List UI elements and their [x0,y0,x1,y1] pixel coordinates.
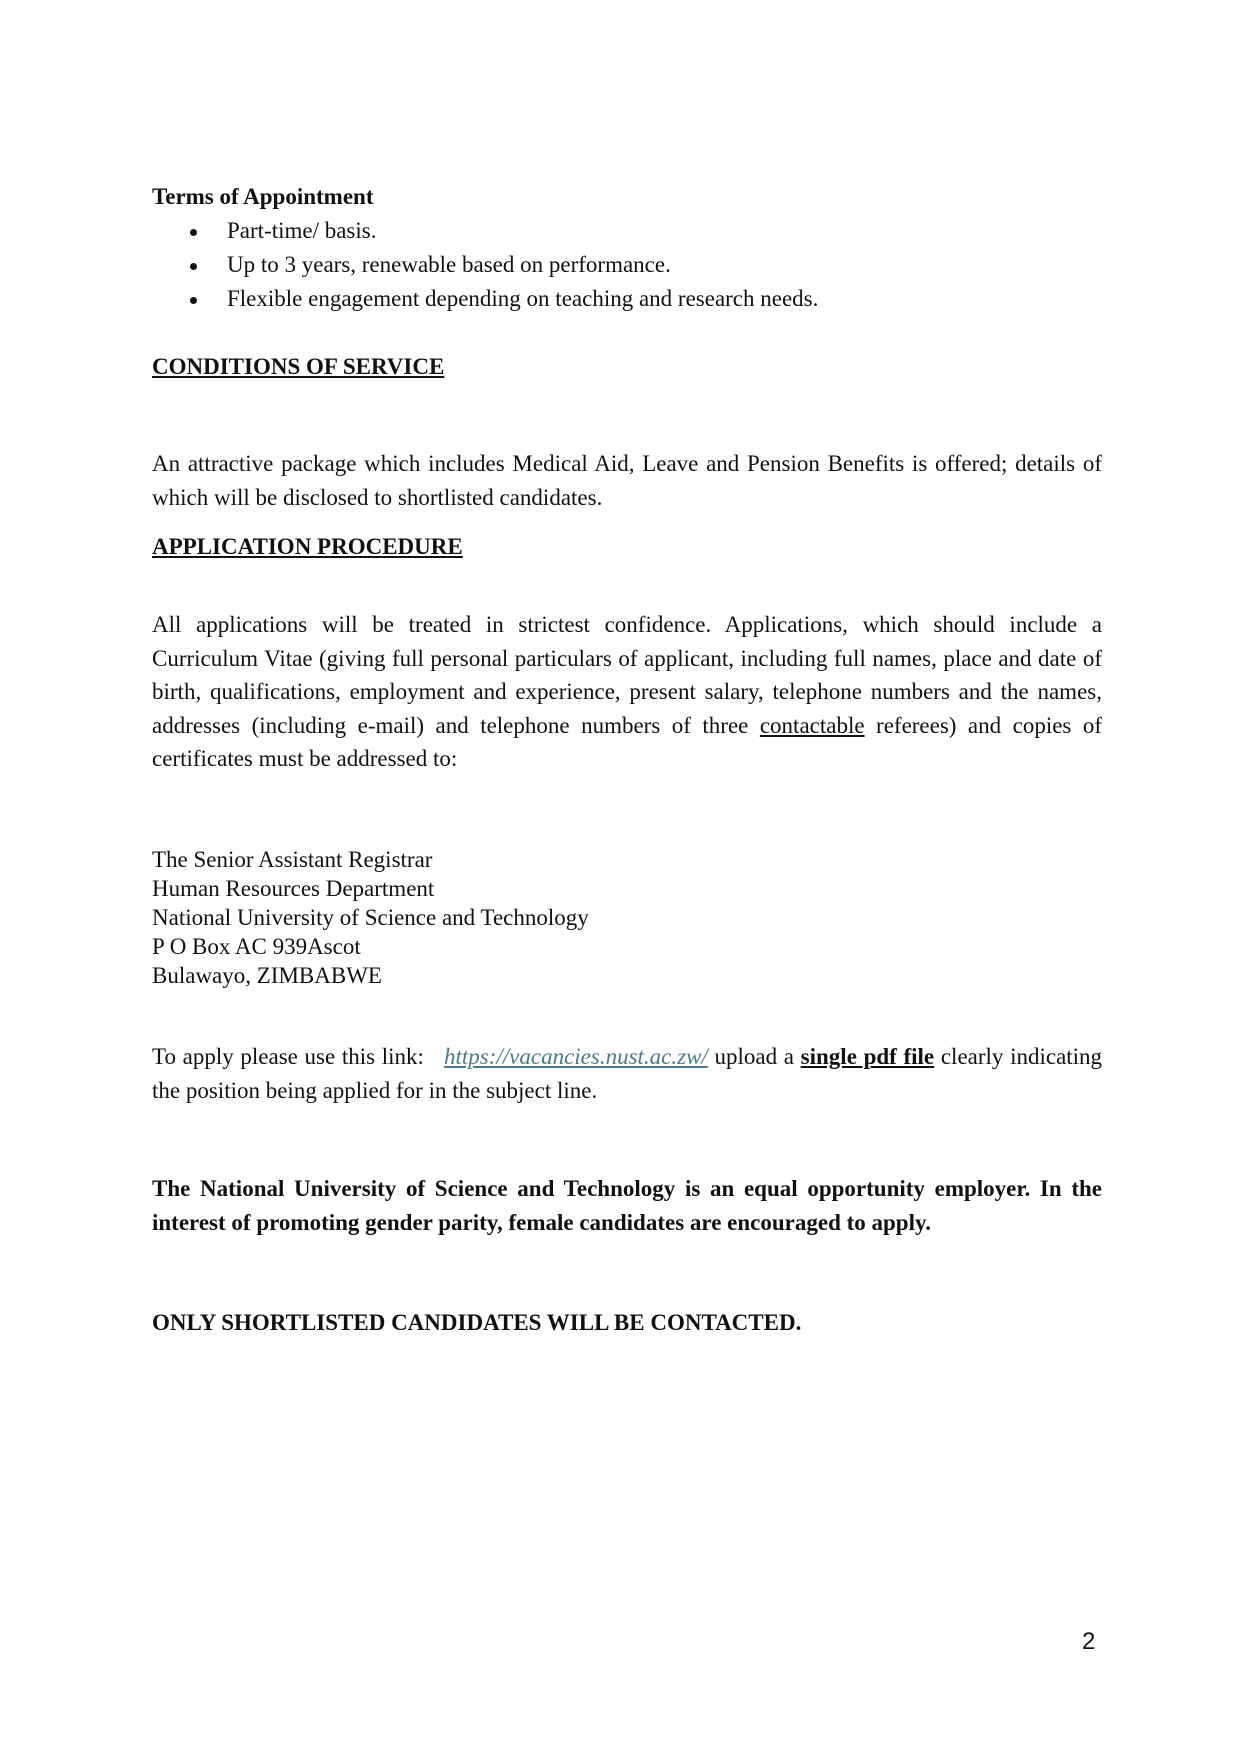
list-item-text: Part-time/ basis. [227,218,377,243]
list-item [152,282,1102,316]
address-line: Bulawayo, ZIMBABWE [152,963,382,988]
equal-opportunity-statement: The National University of Science and Technology is an equal opportunity employer. In the interest of promoting gender parity, female candidates are encouraged to apply. [152,1176,1102,1235]
conditions-text: An attractive package which includes Medical Aid, Leave and Pension Benefits is offered; details of which will be disclosed to shortlisted candidates. [152,451,1102,510]
apply-prefix: To apply please use this link: [152,1044,424,1069]
postal-address [152,845,1102,990]
apply-suffix: clearly indicating the position being applied for in the subject line. [152,1044,1103,1103]
list-item [152,214,1102,248]
address-line: P O Box AC 939Ascot [152,934,361,959]
single-pdf-emphasis: single pdf file [800,1044,935,1069]
terms-heading: Terms of Appointment [152,184,374,209]
bullet-icon [190,263,197,270]
application-text-part: referees) and copies of certificates must be addressed to: [152,712,1103,771]
address-line: Human Resources Department [152,876,435,901]
contactable-emphasis: contactable [759,712,865,738]
shortlist-notice: ONLY SHORTLISTED CANDIDATES WILL BE CONTACTED. [152,1310,802,1335]
application-heading: APPLICATION PROCEDURE [152,534,463,559]
address-line: National University of Science and Technology [152,905,589,930]
application-text [152,608,1102,776]
vacancies-link[interactable]: https://vacancies.nust.ac.zw/ [443,1044,708,1069]
list-item-text: Up to 3 years, renewable based on performance. [227,252,671,277]
apply-instructions [152,1040,1102,1108]
bullet-icon [190,297,197,304]
list-item [152,248,1102,282]
terms-list-container [152,214,1102,316]
application-text-part: All applications will be treated in strictest confidence. Applications, which should include a Curriculum Vitae (giving full personal particulars of applicant, including full names, place and date of birth, qualifications, employment and experience, present salary, telephone numbers and the names, addresses (including e-mail) and telephone numbers of three [152,612,1102,738]
list-item-text: Flexible engagement depending on teaching and research needs. [227,286,819,311]
apply-mid: upload a [714,1044,794,1069]
page-number: 2 [1082,1628,1096,1655]
terms-list [152,214,1102,316]
address-line: The Senior Assistant Registrar [152,847,433,872]
bullet-icon [190,229,197,236]
conditions-heading: CONDITIONS OF SERVICE [152,354,445,379]
